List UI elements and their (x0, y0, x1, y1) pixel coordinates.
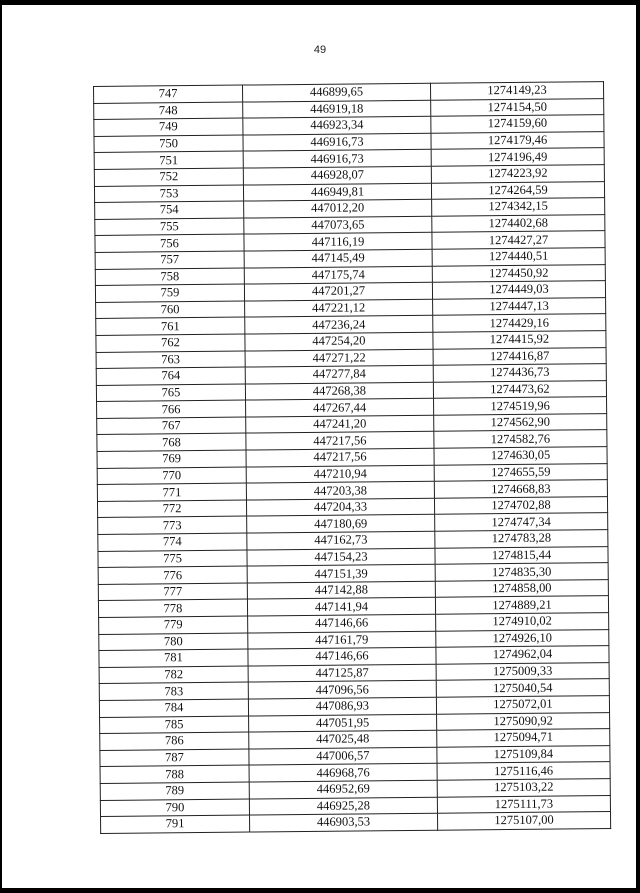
y-coordinate-cell: 1274149,23 (430, 82, 603, 100)
y-coordinate-cell: 1274835,30 (435, 563, 608, 581)
point-number-cell: 753 (94, 185, 243, 203)
point-number-cell: 755 (95, 218, 244, 236)
y-coordinate-cell: 1275094,71 (437, 729, 610, 747)
x-coordinate-cell: 447086,93 (248, 697, 436, 715)
x-coordinate-cell: 447141,94 (247, 598, 435, 616)
y-coordinate-cell: 1274815,44 (435, 546, 608, 564)
point-number-cell: 777 (98, 583, 247, 601)
point-number-cell: 783 (99, 682, 248, 700)
point-number-cell: 747 (94, 85, 243, 103)
x-coordinate-cell: 447217,56 (246, 448, 434, 466)
x-coordinate-cell: 446925,28 (249, 797, 437, 815)
scan-border-right (636, 0, 640, 893)
y-coordinate-cell: 1274159,60 (431, 115, 604, 133)
point-number-cell: 781 (99, 649, 248, 667)
y-coordinate-cell: 1275040,54 (436, 679, 609, 697)
x-coordinate-cell: 447125,87 (248, 664, 436, 682)
point-number-cell: 782 (99, 666, 248, 684)
point-number-cell: 779 (99, 616, 248, 634)
y-coordinate-cell: 1274858,00 (435, 579, 608, 597)
x-coordinate-cell: 447201,27 (244, 282, 432, 300)
y-coordinate-cell: 1275107,00 (437, 812, 610, 830)
point-number-cell: 776 (98, 566, 247, 584)
y-coordinate-cell: 1274440,51 (432, 248, 605, 266)
y-coordinate-cell: 1274415,92 (433, 330, 606, 348)
y-coordinate-cell: 1274154,50 (431, 98, 604, 116)
point-number-cell: 760 (96, 301, 245, 319)
scan-border-top (0, 0, 640, 5)
y-coordinate-cell: 1274223,92 (431, 165, 604, 183)
point-number-cell: 769 (97, 450, 246, 468)
y-coordinate-cell: 1275109,84 (437, 745, 610, 763)
x-coordinate-cell: 447241,20 (246, 415, 434, 433)
x-coordinate-cell: 447162,73 (247, 531, 435, 549)
x-coordinate-cell: 446916,73 (243, 133, 431, 151)
y-coordinate-cell: 1275090,92 (437, 712, 610, 730)
x-coordinate-cell: 446968,76 (249, 764, 437, 782)
x-coordinate-cell: 447073,65 (244, 216, 432, 234)
y-coordinate-cell: 1274342,15 (432, 198, 605, 216)
coordinates-table-body (94, 82, 611, 834)
point-number-cell: 748 (94, 102, 243, 120)
x-coordinate-cell: 447012,20 (244, 199, 432, 217)
y-coordinate-cell: 1274179,46 (431, 131, 604, 149)
point-number-cell: 756 (95, 234, 244, 252)
point-number-cell: 762 (96, 334, 245, 352)
x-coordinate-cell: 447145,49 (244, 249, 432, 267)
x-coordinate-cell: 447146,66 (248, 647, 436, 665)
point-number-cell: 771 (97, 483, 246, 501)
y-coordinate-cell: 1274450,92 (432, 264, 605, 282)
x-coordinate-cell: 447006,57 (249, 747, 437, 765)
point-number-cell: 774 (98, 533, 247, 551)
y-coordinate-cell: 1274562,90 (434, 413, 607, 431)
x-coordinate-cell: 447154,23 (247, 548, 435, 566)
y-coordinate-cell: 1274889,21 (435, 596, 608, 614)
y-coordinate-cell: 1274447,13 (433, 297, 606, 315)
y-coordinate-cell: 1275116,46 (437, 762, 610, 780)
y-coordinate-cell: 1275009,33 (436, 662, 609, 680)
point-number-cell: 788 (100, 765, 249, 783)
point-number-cell: 750 (94, 135, 243, 153)
point-number-cell: 791 (101, 815, 250, 833)
y-coordinate-cell: 1275111,73 (437, 795, 610, 813)
y-coordinate-cell: 1274264,59 (431, 181, 604, 199)
point-number-cell: 784 (99, 699, 248, 717)
y-coordinate-cell: 1274473,62 (433, 380, 606, 398)
point-number-cell: 767 (97, 417, 246, 435)
x-coordinate-cell: 447180,69 (247, 515, 435, 533)
y-coordinate-cell: 1274655,59 (434, 463, 607, 481)
x-coordinate-cell: 447096,56 (248, 681, 436, 699)
y-coordinate-cell: 1274519,96 (434, 397, 607, 415)
point-number-cell: 786 (100, 732, 249, 750)
y-coordinate-cell: 1274436,73 (433, 364, 606, 382)
point-number-cell: 787 (100, 749, 249, 767)
x-coordinate-cell: 447142,88 (247, 581, 435, 599)
coordinates-table (93, 81, 611, 834)
y-coordinate-cell: 1275103,22 (437, 779, 610, 797)
page-number: 49 (313, 44, 327, 56)
x-coordinate-cell: 447051,95 (249, 714, 437, 732)
point-number-cell: 770 (97, 467, 246, 485)
y-coordinate-cell: 1274630,05 (434, 447, 607, 465)
y-coordinate-cell: 1275072,01 (436, 696, 609, 714)
point-number-cell: 759 (95, 284, 244, 302)
x-coordinate-cell: 447161,79 (248, 631, 436, 649)
point-number-cell: 790 (100, 799, 249, 817)
point-number-cell: 761 (96, 317, 245, 335)
point-number-cell: 785 (100, 716, 249, 734)
y-coordinate-cell: 1274910,02 (436, 613, 609, 631)
point-number-cell: 751 (94, 151, 243, 169)
x-coordinate-cell: 447116,19 (244, 233, 432, 251)
point-number-cell: 789 (100, 782, 249, 800)
y-coordinate-cell: 1274402,68 (432, 214, 605, 232)
point-number-cell: 772 (97, 500, 246, 518)
point-number-cell: 775 (98, 550, 247, 568)
x-coordinate-cell: 447271,22 (245, 349, 433, 367)
x-coordinate-cell: 446903,53 (250, 813, 438, 831)
point-number-cell: 752 (94, 168, 243, 186)
point-number-cell: 765 (96, 384, 245, 402)
y-coordinate-cell: 1274429,16 (433, 314, 606, 332)
x-coordinate-cell: 447277,84 (245, 365, 433, 383)
scan-border-bottom (0, 888, 640, 893)
y-coordinate-cell: 1274449,03 (432, 281, 605, 299)
x-coordinate-cell: 447236,24 (245, 316, 433, 334)
x-coordinate-cell: 446949,81 (243, 183, 431, 201)
x-coordinate-cell: 446916,73 (243, 150, 431, 168)
point-number-cell: 764 (96, 367, 245, 385)
x-coordinate-cell: 447151,39 (247, 564, 435, 582)
x-coordinate-cell: 447221,12 (245, 299, 433, 317)
point-number-cell: 778 (98, 599, 247, 617)
point-number-cell: 749 (94, 118, 243, 136)
point-number-cell: 758 (95, 268, 244, 286)
x-coordinate-cell: 447175,74 (244, 266, 432, 284)
x-coordinate-cell: 446928,07 (243, 166, 431, 184)
y-coordinate-cell: 1274926,10 (436, 629, 609, 647)
y-coordinate-cell: 1274582,76 (434, 430, 607, 448)
x-coordinate-cell: 447267,44 (246, 399, 434, 417)
y-coordinate-cell: 1274783,28 (435, 530, 608, 548)
x-coordinate-cell: 446899,65 (242, 83, 430, 101)
y-coordinate-cell: 1274427,27 (432, 231, 605, 249)
scan-border-left (0, 0, 2, 893)
point-number-cell: 754 (95, 201, 244, 219)
point-number-cell: 768 (97, 434, 246, 452)
point-number-cell: 763 (96, 351, 245, 369)
x-coordinate-cell: 447217,56 (246, 432, 434, 450)
y-coordinate-cell: 1274668,83 (434, 480, 607, 498)
x-coordinate-cell: 447025,48 (249, 730, 437, 748)
x-coordinate-cell: 447204,33 (246, 498, 434, 516)
x-coordinate-cell: 447254,20 (245, 332, 433, 350)
x-coordinate-cell: 447210,94 (246, 465, 434, 483)
x-coordinate-cell: 446923,34 (243, 116, 431, 134)
point-number-cell: 766 (97, 400, 246, 418)
point-number-cell: 773 (98, 516, 247, 534)
y-coordinate-cell: 1274702,88 (434, 496, 607, 514)
x-coordinate-cell: 447203,38 (246, 481, 434, 499)
y-coordinate-cell: 1274962,04 (436, 646, 609, 664)
x-coordinate-cell: 447268,38 (245, 382, 433, 400)
y-coordinate-cell: 1274196,49 (431, 148, 604, 166)
point-number-cell: 780 (99, 633, 248, 651)
x-coordinate-cell: 447146,66 (248, 614, 436, 632)
x-coordinate-cell: 446919,18 (243, 100, 431, 118)
coordinates-table-wrapper (93, 81, 607, 834)
y-coordinate-cell: 1274416,87 (433, 347, 606, 365)
x-coordinate-cell: 446952,69 (249, 780, 437, 798)
point-number-cell: 757 (95, 251, 244, 269)
y-coordinate-cell: 1274747,34 (435, 513, 608, 531)
